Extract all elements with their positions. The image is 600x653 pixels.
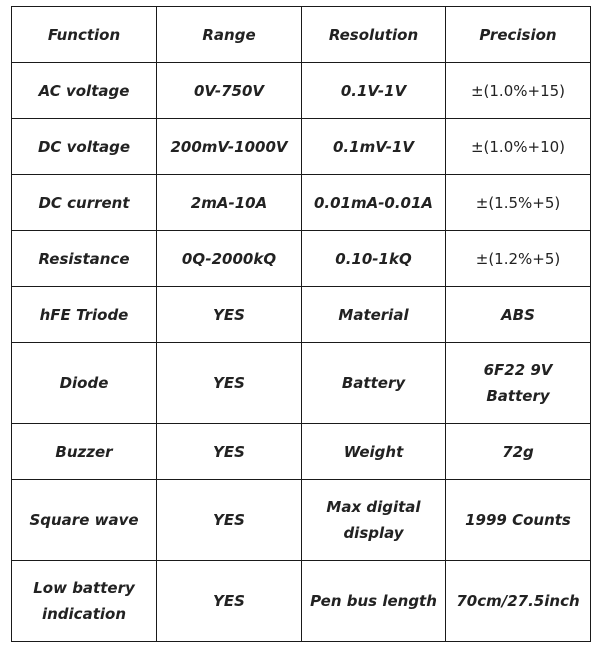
- cell-attribute: Pen bus length: [302, 561, 446, 642]
- cell-attribute: Max digital display: [302, 480, 446, 561]
- cell-value: YES: [157, 561, 302, 642]
- cell-attribute-value: 72g: [446, 424, 591, 480]
- cell-range: 0V-750V: [157, 63, 302, 119]
- table-row: [12, 119, 591, 175]
- table-row: [12, 231, 591, 287]
- table-row: [12, 480, 591, 561]
- cell-function: Square wave: [12, 480, 157, 561]
- table-row: [12, 561, 591, 642]
- cell-precision: ±(1.5%+5): [446, 175, 591, 231]
- cell-attribute: Material: [302, 287, 446, 343]
- header-resolution: Resolution: [302, 7, 446, 63]
- cell-function: DC voltage: [12, 119, 157, 175]
- header-function: Function: [12, 7, 157, 63]
- cell-value: YES: [157, 480, 302, 561]
- spec-table: [11, 6, 591, 642]
- cell-function: Resistance: [12, 231, 157, 287]
- cell-function: AC voltage: [12, 63, 157, 119]
- header-range: Range: [157, 7, 302, 63]
- cell-function: DC current: [12, 175, 157, 231]
- table-row: [12, 175, 591, 231]
- cell-attribute: Battery: [302, 343, 446, 424]
- cell-resolution: 0.1mV-1V: [302, 119, 446, 175]
- cell-function: Diode: [12, 343, 157, 424]
- table-row: [12, 287, 591, 343]
- cell-function: Buzzer: [12, 424, 157, 480]
- cell-value: YES: [157, 287, 302, 343]
- header-precision: Precision: [446, 7, 591, 63]
- cell-precision: ±(1.0%+10): [446, 119, 591, 175]
- cell-attribute-value: 6F22 9V Battery: [446, 343, 591, 424]
- table-row: [12, 63, 591, 119]
- cell-resolution: 0.01mA-0.01A: [302, 175, 446, 231]
- cell-function: Low battery indication: [12, 561, 157, 642]
- cell-range: 200mV-1000V: [157, 119, 302, 175]
- cell-range: 2mA-10A: [157, 175, 302, 231]
- cell-resolution: 0.1V-1V: [302, 63, 446, 119]
- cell-attribute-value: 70cm/27.5inch: [446, 561, 591, 642]
- cell-value: YES: [157, 343, 302, 424]
- table-header-row: [12, 7, 591, 63]
- cell-precision: ±(1.0%+15): [446, 63, 591, 119]
- cell-range: 0Q-2000kQ: [157, 231, 302, 287]
- cell-attribute: Weight: [302, 424, 446, 480]
- table-row: [12, 424, 591, 480]
- cell-function: hFE Triode: [12, 287, 157, 343]
- cell-precision: ±(1.2%+5): [446, 231, 591, 287]
- cell-resolution: 0.10-1kQ: [302, 231, 446, 287]
- cell-attribute-value: ABS: [446, 287, 591, 343]
- cell-value: YES: [157, 424, 302, 480]
- table-row: [12, 343, 591, 424]
- cell-attribute-value: 1999 Counts: [446, 480, 591, 561]
